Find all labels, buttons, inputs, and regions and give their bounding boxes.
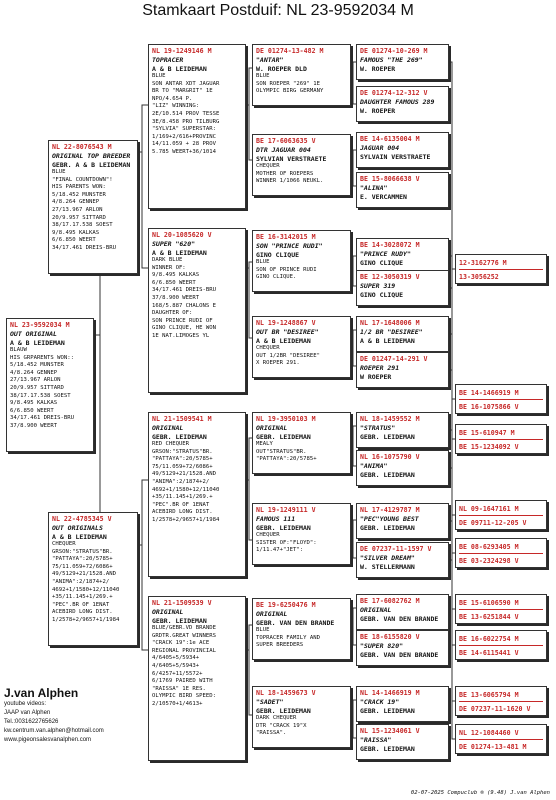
info-line: HIS PARENTS WON:	[52, 184, 106, 191]
info-line: 2/10570+1/4613+	[152, 700, 203, 707]
info-line: "PATTAYA":20/5785+	[52, 556, 113, 563]
info-line: WINNER OF:	[152, 264, 186, 271]
great-grandparent-card-3[interactable]	[252, 230, 351, 292]
owner: SYLVIAN VERSTRAETE	[256, 154, 327, 163]
bird-name: "SUPER 820"	[360, 642, 404, 650]
info-line: RED CHEQUER	[152, 441, 190, 447]
ring-number: DE 01274-13-481 M	[459, 743, 527, 751]
info-line: 4/6405+5/5943+	[152, 662, 200, 669]
owner: SYLVAIN VERSTRAETE	[360, 152, 431, 161]
info-line: SISTER OF:"FLOYD":	[256, 539, 317, 546]
info-line: 34/17.461 DREIS-BRU	[52, 244, 116, 251]
owner: GINO CLIQUE	[360, 258, 404, 267]
ggg-card-6[interactable]	[356, 270, 449, 306]
info-line: 168/5.887 CHALONS E	[152, 302, 216, 309]
ggg-card-10[interactable]	[356, 450, 449, 486]
info-line: GRSON:"STRATUS"BR.	[152, 448, 213, 455]
bird-name: OUT BR "DESIREE"	[256, 328, 319, 336]
owner: GEBR. LEIDEMAN	[360, 744, 415, 753]
info-line: 37/8.900 WEERT	[152, 294, 200, 301]
owner: GEBR. LEIDEMAN	[256, 432, 311, 441]
ring-number: BE 19-6250476 M	[256, 601, 316, 609]
owner: GINO CLIQUE	[360, 290, 404, 299]
info-line: WINNER 1/1066 NEUKL.	[256, 178, 324, 185]
sire-card[interactable]	[48, 140, 138, 274]
info-line: 5.785 WEERT+36/1014	[152, 148, 216, 155]
info-line: "SYLVIA" SUPERSTAR:	[152, 126, 216, 133]
ggg-card-9[interactable]	[356, 412, 449, 448]
info-line: "LIZ" WINNING:	[152, 103, 200, 110]
info-line: +35/11.145+1/269.+	[152, 494, 213, 501]
info-line: 4/8.264 GENNEP	[10, 369, 58, 376]
ring-number: BE 16-1075866 V	[459, 403, 519, 411]
info-line: 27/13.967 ARLON	[52, 206, 103, 213]
ring-number: BE 17-6082762 M	[360, 597, 420, 605]
ring-number: BE 03-2324298 V	[459, 557, 519, 565]
info-line: CHEQUER	[256, 163, 280, 169]
page-title: Stamkaart Postduif: NL 23-9592034 M	[142, 2, 414, 19]
ring-number: DE 01247-14-291 V	[360, 355, 428, 363]
owner: A & B LEIDEMAN	[152, 64, 207, 73]
gggg-card-11[interactable]	[455, 686, 547, 716]
ring-number: BE 14-6115441 V	[459, 649, 519, 657]
gggg-card-8[interactable]	[455, 538, 547, 568]
print-credit: 02-07-2025 Compuclub ® (9.48) J.van Alphen	[410, 790, 550, 796]
info-line: BLUE	[52, 169, 66, 175]
owner: E. VERCAMMEN	[360, 192, 407, 201]
ring-number: NL 12-1084460 V	[459, 729, 519, 737]
ggg-card-3[interactable]	[356, 132, 449, 168]
bird-name: FAMOUS 111	[256, 515, 296, 523]
ring-number: 12-3162776 M	[459, 259, 507, 267]
owner: A & B LEIDEMAN	[52, 532, 107, 541]
separator	[459, 439, 543, 440]
info-line: "PATTAYA":20/5785+	[152, 456, 213, 463]
ring-number: NL 21-1509541 M	[152, 415, 212, 423]
info-line: 3E/8.458 PRO TILBURG	[152, 118, 220, 125]
ring-number: NL 17-4129787 M	[360, 506, 420, 514]
great-grandparent-card-5[interactable]	[252, 412, 351, 474]
bird-name: "SADET"	[256, 698, 284, 706]
info-line: BLUE	[256, 259, 270, 265]
bird-name: ORIGINAL	[152, 424, 184, 432]
ring-number: NL 20-1085620 V	[152, 231, 212, 239]
separator	[459, 645, 543, 646]
info-line: X ROEPER 291.	[256, 360, 300, 367]
ggg-card-7[interactable]	[356, 316, 449, 352]
owner: GEBR. LEIDEMAN	[152, 616, 207, 625]
owner: W. STELLERMANN	[360, 562, 415, 571]
owner: GEBR. LEIDEMAN	[360, 432, 415, 441]
info-line: 1/2578+2/9657+1/1984	[52, 616, 120, 623]
info-line: DTR "CRACK 19"X	[256, 722, 307, 729]
info-line: 4/8.264 GENNEP	[52, 199, 100, 206]
bird-name: "RAISSA"	[360, 736, 392, 744]
info-line: "CRACK 19":1e ACE	[152, 640, 210, 647]
info-line: 6/6.850 WEERT	[10, 407, 54, 414]
info-line: OLYMPIC BIRG GERMANY	[256, 88, 324, 95]
ring-number: BE 14-3028072 M	[360, 241, 420, 249]
info-line: BLUE	[256, 627, 270, 633]
info-line: OUT"STRATUS"BR.	[256, 448, 307, 455]
bird-name: ROEPER 291	[360, 364, 400, 372]
ring-number: DE 07237-11-1620 V	[459, 705, 531, 713]
bird-name: OUT ORIGINALS	[52, 524, 103, 532]
ring-number: DE 01274-12-312 V	[360, 89, 428, 97]
info-line: BLUE/GEBR.VD BRANDE	[152, 625, 216, 631]
ring-number: NL 19-3950103 M	[256, 415, 316, 423]
info-line: +35/11.145+1/269.+	[52, 594, 113, 601]
bird-name: "ALINA"	[360, 184, 388, 192]
contact-line: youtube videos:	[4, 701, 47, 707]
grandparent-card-2[interactable]	[148, 228, 246, 393]
info-line: OLYMPIC BIRD SPEED:	[152, 693, 216, 700]
ring-number: BE 17-6063635 V	[256, 137, 316, 145]
ring-number: BE 15-610947 M	[459, 429, 515, 437]
separator	[459, 609, 543, 610]
ring-number: BE 15-6106590 M	[459, 599, 519, 607]
ring-number: NL 19-1249146 M	[152, 47, 212, 55]
bird-name: ORIGINAL	[152, 608, 184, 616]
bird-name: "PEC"YOUNG BEST	[360, 515, 419, 523]
ring-number: NL 23-9592034 M	[10, 321, 70, 329]
owner: W. ROEPER DLD	[256, 64, 307, 73]
grandparent-card-4[interactable]	[148, 596, 246, 761]
bird-name: ORIGINAL	[360, 606, 392, 614]
separator	[459, 269, 543, 270]
ring-number: BE 16-3142015 M	[256, 233, 316, 241]
grandparent-card-1[interactable]	[148, 44, 246, 209]
owner: W. ROEPER	[360, 106, 396, 115]
info-line: 6/4257+11/5572+	[152, 670, 203, 677]
info-line: 5/18.452 MUNSTER	[10, 362, 64, 369]
ring-number: DE 07237-11-1597 V	[360, 545, 432, 553]
ring-number: NL 19-1249111 V	[256, 506, 316, 514]
bird-name: "PRINCE RUDY"	[360, 250, 411, 258]
breeder-name: J.van Alphen	[4, 686, 79, 700]
ring-number: NL 15-1234061 V	[360, 727, 420, 735]
owner: GEBR. VAN DEN BRANDE	[360, 650, 439, 659]
info-line: MEALY	[256, 441, 273, 447]
ring-number: 13-3056252	[459, 273, 499, 281]
separator	[459, 701, 543, 702]
bird-name: DAUGHTER FAMOUS 289	[360, 98, 435, 106]
ggg-card-15[interactable]	[356, 686, 449, 722]
grandparent-card-3[interactable]	[148, 412, 246, 577]
ring-number: NL 17-1648006 M	[360, 319, 420, 327]
owner: GINO CLIQUE	[256, 250, 300, 259]
bird-name: JAGUAR 004	[360, 144, 400, 152]
gggg-card-6[interactable]	[455, 424, 547, 454]
info-line: 4692+1/1580+12/11040	[152, 486, 220, 493]
ggg-card-13[interactable]	[356, 594, 449, 630]
info-line: CHEQUER	[52, 541, 76, 547]
owner: GEBR. VAN DEN BRANDE	[256, 618, 335, 627]
separator	[459, 399, 543, 400]
owner: GEBR. VAN DEN BRANDE	[360, 614, 439, 623]
info-line: 14/11.059 + 28 PROV	[152, 141, 216, 148]
email-link[interactable]: kw.centrum.van.alphen@hotmail.com	[4, 728, 104, 734]
ring-number: BE 13-6065794 M	[459, 691, 519, 699]
info-line: 6/6.850 WEERT	[152, 279, 196, 286]
info-line: 20/9.957 SITTARD	[52, 214, 106, 221]
info-line: DARK BLUE	[152, 257, 183, 263]
info-line: 75/11.059+72/6086+	[152, 463, 213, 470]
info-line: GINO CLIQUE, HE WON	[152, 325, 216, 332]
info-line: 1E NAT.LIMOGES YL	[152, 332, 210, 339]
owner: A & B LEIDEMAN	[256, 336, 311, 345]
ring-number: NL 18-1459552 M	[360, 415, 420, 423]
bird-name: ORIGINAL TOP BREEDER	[52, 152, 131, 160]
ggg-card-2[interactable]	[356, 86, 449, 122]
bird-name: "STRATUS"	[360, 424, 396, 432]
bird-name: "SILVER DREAM"	[360, 554, 415, 562]
ring-number: DE 01274-10-269 M	[360, 47, 428, 55]
bird-name: TOPRACER	[152, 56, 184, 64]
website-link[interactable]: www.pigeonsalesvanalphen.com	[4, 737, 92, 743]
owner: GEBR. LEIDEMAN	[360, 523, 415, 532]
info-line: SON ROEPER "269" 1E	[256, 80, 320, 87]
info-line: REGIONAL PROVINCIAL	[152, 647, 216, 654]
dam-card[interactable]	[48, 512, 138, 646]
owner: GEBR. LEIDEMAN	[360, 706, 415, 715]
info-line: 27/13.967 ARLON	[10, 377, 61, 384]
ring-number: BE 14-1466919 M	[459, 389, 519, 397]
bird-name: SON "PRINCE RUDI"	[256, 242, 323, 250]
info-line: 1/11.47+"JET":	[256, 547, 304, 554]
separator	[459, 515, 543, 516]
bird-name: DTR JAGUAR 004	[256, 146, 311, 154]
owner: GEBR. LEIDEMAN	[360, 470, 415, 479]
ring-number: NL 16-1075790 V	[360, 453, 420, 461]
bird-name: "ANTAR"	[256, 56, 284, 64]
separator	[459, 739, 543, 740]
info-line: ACEBIRD LONG DIST.	[152, 509, 213, 516]
gggg-card-9[interactable]	[455, 594, 547, 624]
info-line: SUPER BREEDERS	[256, 642, 304, 649]
info-line: OUT 1/2BR "DESIREE"	[256, 352, 320, 359]
owner: A & B LEIDEMAN	[360, 336, 415, 345]
info-line: 5/18.452 MUNSTER	[52, 191, 106, 198]
info-line: 6/1769 PAIRED WITH	[152, 678, 213, 685]
great-grandparent-card-7[interactable]	[252, 598, 351, 660]
ring-number: NL 22-4785345 V	[52, 515, 112, 523]
ring-number: NL 14-1466919 M	[360, 689, 420, 697]
info-line: "PATTAYA":20/5785+	[256, 456, 317, 463]
ring-number: BE 13-6251844 V	[459, 613, 519, 621]
info-line: 6/6.850 WEERT	[52, 237, 96, 244]
info-line: NPO/4.654 P.	[152, 95, 193, 102]
info-line: MOTHER OF ROEPERS	[256, 170, 314, 177]
info-line: BLAUW	[10, 347, 27, 353]
ring-number: BE 18-6155820 V	[360, 633, 420, 641]
info-line: 37/8.900 WEERT	[10, 422, 58, 429]
info-line: GRSON:"STRATUS"BR.	[52, 548, 113, 555]
info-line: 49/5129+21/1528.AND	[152, 471, 216, 478]
info-line: CHEQUER	[256, 345, 280, 351]
ring-number: BE 08-6293405 M	[459, 543, 519, 551]
info-line: DARK CHEQUER	[256, 715, 297, 721]
info-line: HIS GRPARENTS WON::	[10, 354, 74, 361]
ring-number: BE 14-6135004 M	[360, 135, 420, 143]
info-line: "PEC".BR OF 1ENAT	[52, 601, 110, 608]
owner: GEBR. LEIDEMAN	[256, 523, 311, 532]
gggg-card-1[interactable]	[455, 254, 547, 284]
ring-number: DE 01274-13-482 M	[256, 47, 324, 55]
ring-number: BE 12-3050319 V	[360, 273, 420, 281]
gggg-card-7[interactable]	[455, 500, 547, 530]
info-line: SON OF PRINCE RUDI	[256, 266, 317, 273]
info-line: CHEQUER	[256, 532, 280, 538]
info-line: 20/9.957 SITTARD	[10, 384, 64, 391]
contact-line: Tel.:0031622765626	[4, 719, 59, 725]
ggg-card-1[interactable]	[356, 44, 449, 80]
info-line: 34/17.461 DREIS-BRU	[10, 415, 74, 422]
bird-name: "CRACK 19"	[360, 698, 400, 706]
info-line: ACEBIRD LONG DIST.	[52, 609, 113, 616]
info-line: BLUE	[152, 73, 166, 79]
ring-number: BE 15-8066638 V	[360, 175, 420, 183]
contact-line: JAAP van Alphen	[4, 710, 51, 716]
ring-number: NL 18-1459673 V	[256, 689, 316, 697]
info-line: DAUGHTER OF:	[152, 310, 193, 317]
ring-number: NL 09-1647161 M	[459, 505, 519, 513]
gggg-card-10[interactable]	[455, 630, 547, 660]
ring-number: NL 21-1509539 V	[152, 599, 212, 607]
info-line: GINO CLIQUE.	[256, 274, 297, 281]
owner: A & B LEIDEMAN	[152, 248, 207, 257]
ggg-card-14[interactable]	[356, 630, 449, 666]
great-grandparent-card-2[interactable]	[252, 134, 351, 196]
bird-name: SUPER "620"	[152, 240, 196, 248]
owner: GEBR. LEIDEMAN	[152, 432, 207, 441]
info-line: 4/6405+5/5934+	[152, 655, 200, 662]
owner: A & B LEIDEMAN	[10, 338, 65, 347]
separator	[459, 553, 543, 554]
bird-name: ORIGINAL	[256, 610, 288, 618]
breeder-contact	[4, 686, 104, 745]
info-line: 75/11.059+72/6086+	[52, 563, 113, 570]
great-grandparent-card-4[interactable]	[252, 316, 351, 378]
bird-name: OUT ORIGINAL	[10, 330, 57, 338]
ggg-card-16[interactable]	[356, 724, 449, 760]
info-line: "ANIMA":2/1874+2/	[152, 478, 210, 485]
ggg-card-4[interactable]	[356, 172, 449, 208]
ggg-card-8[interactable]	[356, 352, 449, 388]
info-line: SON ANTAR XDT JAGUAR	[152, 80, 220, 87]
ring-number: BE 16-6022754 M	[459, 635, 519, 643]
info-line: 34/17.461 DREIS-BRU	[152, 287, 216, 294]
info-line: 49/5129+21/1528.AND	[52, 571, 116, 578]
subject-card[interactable]	[6, 318, 94, 452]
great-grandparent-card-8[interactable]	[252, 686, 351, 748]
owner: GEBR. LEIDEMAN	[256, 706, 311, 715]
owner: W. ROEPER	[360, 64, 396, 73]
connector-ggg-gggg	[449, 62, 455, 269]
ring-number: NL 19-1248867 V	[256, 319, 316, 327]
ring-number: NL 22-8076543 M	[52, 143, 112, 151]
info-line: 4692+1/1580+12/11040	[52, 586, 120, 593]
info-line: 1/169+2/616+PROVINC	[152, 133, 216, 140]
info-line: 9/8.495 KALKAS	[52, 229, 100, 236]
bird-name: ORIGINAL	[256, 424, 288, 432]
info-line: "PEC".BR OF 1ENAT	[152, 501, 210, 508]
bird-name: 1/2 BR "DESIREE"	[360, 328, 423, 336]
info-line: "RAISSA" 1E RES.	[152, 685, 206, 692]
ring-number: BE 15-1234092 V	[459, 443, 519, 451]
bird-name: "ANIMA"	[360, 462, 388, 470]
info-line: SON PRINCE RUDI OF	[152, 317, 213, 324]
info-line: 9/8.495 KALKAS	[10, 400, 58, 407]
ggg-card-12[interactable]	[356, 542, 449, 578]
owner: GEBR. A & B LEIDEMAN	[52, 160, 131, 169]
info-line: 1/2578+2/9657+1/1984	[152, 516, 220, 523]
info-line: TOPRACER FAMILY AND	[256, 634, 320, 641]
info-line: 9/8.495 KALKAS	[152, 272, 200, 279]
info-line: 2E/10.514 PROV TESSE	[152, 110, 220, 117]
info-line: 38/17.17.538 SOEST	[52, 222, 113, 229]
owner: W ROEPER	[360, 372, 392, 381]
gggg-card-12[interactable]	[455, 724, 547, 754]
info-line: "RAISSA".	[256, 730, 287, 737]
ggg-card-5[interactable]	[356, 238, 449, 274]
bird-name: SUPER 319	[360, 282, 396, 290]
great-grandparent-card-1[interactable]	[252, 44, 351, 106]
info-line: "ANIMA":2/1874+2/	[52, 578, 110, 585]
gggg-card-5[interactable]	[455, 384, 547, 414]
info-line: BLUE	[256, 73, 270, 79]
info-line: BR TO "MARGRIT" 1E	[152, 88, 213, 95]
great-grandparent-card-6[interactable]	[252, 503, 351, 565]
info-line: GRDTR.GREAT WINNERS	[152, 632, 216, 639]
bird-name: FAMOUS "THE 269"	[360, 56, 423, 64]
ggg-card-11[interactable]	[356, 503, 449, 539]
info-line: "FINAL COUNTDOWN"!	[52, 176, 113, 183]
info-line: 38/17.17.538 SOEST	[10, 392, 71, 399]
ring-number: DE 09711-12-205 V	[459, 519, 527, 527]
